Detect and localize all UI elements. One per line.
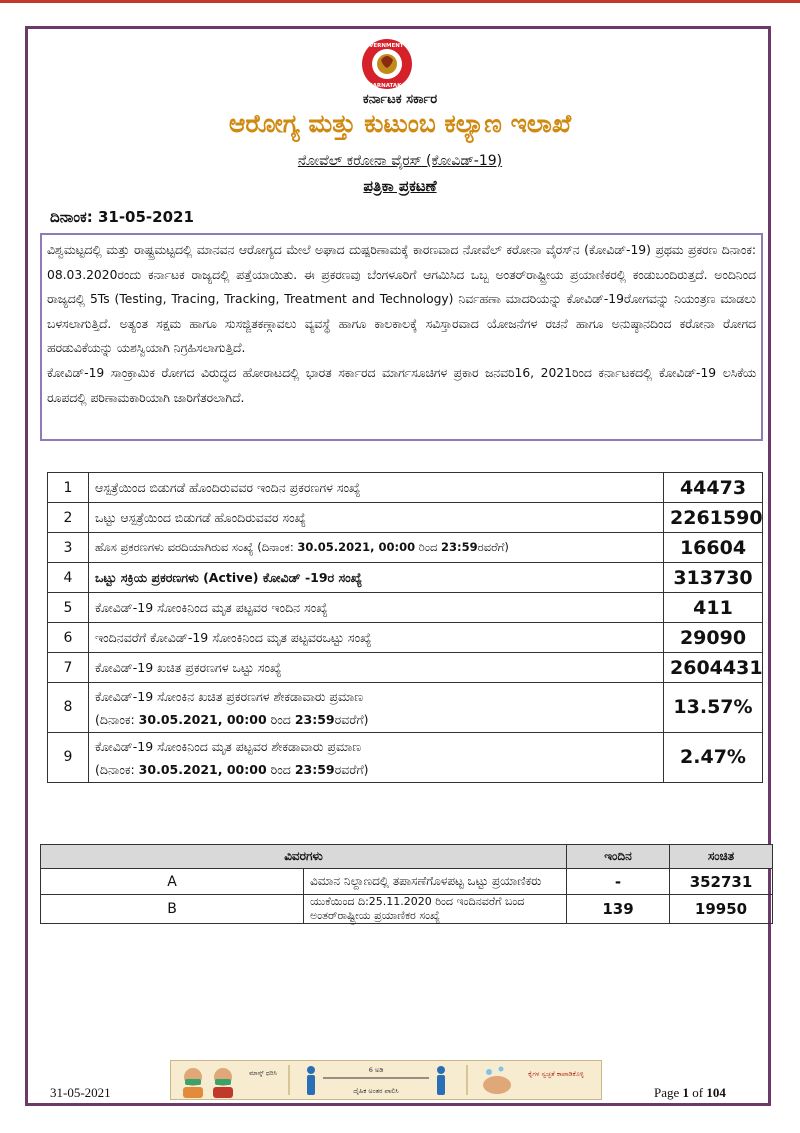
row-label: ಕೋವಿಡ್-19 ಸೋಂಕಿನಿಂದ ಮೃತ ಪಟ್ಟವರ ಇಂದಿನ ಸಂಖ್ಯೆ [89, 593, 664, 623]
footer-date: 31-05-2021 [50, 1085, 111, 1100]
table-row [48, 623, 763, 653]
row-value: 44473 [664, 473, 763, 503]
release-date: ದಿನಾಂಕ: 31-05-2021 [50, 208, 194, 226]
top-border-line [0, 0, 800, 3]
label-line-2 [95, 758, 657, 781]
table-row [41, 869, 773, 895]
row-label: ಒಟ್ಟು ಆಸ್ಪತ್ರೆಯಿಂದ ಬಿಡುಗಡೆ ಹೊಂದಿರುವವರ ಸಂಖ್ಯೆ [89, 503, 664, 533]
row-number: 6 [48, 623, 89, 653]
row-label: ಆಸ್ಪತ್ರೆಯಿಂದ ಬಿಡುಗಡೆ ಹೊಂದಿರುವವರ ಇಂದಿನ ಪ್ರಕರಣಗಳ ಸಂಖ್ಯೆ [89, 473, 664, 503]
table-row [41, 895, 773, 924]
row-letter: A [41, 869, 304, 895]
row-value: 411 [664, 593, 763, 623]
table-row [48, 563, 763, 593]
row-label [89, 683, 664, 733]
row-value: 29090 [664, 623, 763, 653]
hand-wash-icon [483, 1067, 511, 1095]
row-desc: ವಿಮಾನ ನಿಲ್ದಾಣದಲ್ಲಿ ತಪಾಸಣೆಗೊಳಪಟ್ಟ ಒಟ್ಟು ಪ್ರಯಾಣಿಕರು [304, 869, 567, 895]
header-details: ವಿವರಗಳು [41, 845, 567, 869]
page-number: 1 [682, 1085, 690, 1100]
row-desc: ಯುಕೆಯಿಂದ ದಿ:25.11.2020 ರಿಂದ ಇಂದಿನವರೆಗೆ ಬಂದ ಅಂತರ್‌ರಾಷ್ಟ್ರೀಯ ಪ್ರಯಾಣಿಕರ ಸಂಖ್ಯೆ [304, 895, 567, 924]
government-label: ಕರ್ನಾಟಕ ಸರ್ಕಾರ [362, 92, 438, 107]
person-left-icon [307, 1066, 315, 1095]
row-total: 352731 [670, 869, 773, 895]
label-part: ರವರೆಗೆ) [477, 540, 509, 554]
page-word: Page [654, 1085, 680, 1100]
row-number: 8 [48, 683, 89, 733]
label-part: (ದಿನಾಂಕ: [95, 761, 139, 777]
intro-paragraph-1: ವಿಶ್ವಮಟ್ಟದಲ್ಲಿ ಮತ್ತು ರಾಷ್ಟ್ರಮಟ್ಟದಲ್ಲಿ ಮಾನವನ ಆರೋಗ್ಯದ ಮೇಲೆ ಅಘಾದ ದುಷ್ಪರಿಣಾಮಕ್ಕೆ ಕಾರಣವಾದ ನೋವೆಲ್ ಕರೋನಾ ವೈರಸ್‌ನ (ಕೋವಿಡ್-19) ಪ್ರಥಮ ಪ್ರಕರಣ ದಿನಾಂಕ: 08.03.2020ರಂದು ಕರ್ನಾಟಕ ರಾಜ್ಯದಲ್ಲಿ ಪತ್ತೆಯಾಯಿತು. ಈ ಪ್ರಕರಣವು ಬೆಂಗಳೂರಿಗೆ ಆಗಮಿಸಿದ ಒಬ್ಬ ಅಂತರ್‌ರಾಷ್ಟ್ರೀಯ ಪ್ರಯಾಣಿಕರಲ್ಲಿ ಕಂಡುಬಂದಿರುತ್ತದೆ. ಅಂದಿನಿಂದ ರಾಜ್ಯದಲ್ಲಿ 5Ts (Testing, Tracing, Tracking, Treatment and Technology) ನಿರ್ವಹಣಾ ಮಾದರಿಯನ್ನು ಕೋವಿಡ್-19ರೋಗವನ್ನು ನಿಯಂತ್ರಣ ಮಾಡಲು ಬಳಸಲಾಗುತ್ತಿದೆ. ಅತ್ಯಂತ ಸಕ್ಷಮ ಹಾಗೂ ಸುಸಜ್ಜಿತಕಣ್ಗಾವಲು ವ್ಯವಸ್ಥೆ ಹಾಗೂ ಕಾಲಕಾಲಕ್ಕೆ ಸವಿಸ್ತಾರವಾದ ಯೋಜನೆಗಳ ರಚನೆ ಹಾಗೂ ಅನುಷ್ಠಾನದಿಂದ ಕರೋನಾ ರೋಗದ ಹರಡುವಿಕೆಯನ್ನು ಯಶಸ್ವಿಯಾಗಿ ನಿಗ್ರಹಿಸಲಾಗುತ್ತಿದೆ. [47, 243, 756, 356]
label-date: 30.05.2021, 00:00 [138, 711, 267, 727]
mask-label: ಮಾಸ್ಕ್ ಧರಿಸಿ [249, 1069, 277, 1077]
travel-table [40, 844, 773, 924]
travel-header-row [41, 845, 773, 869]
table-row [48, 473, 763, 503]
label-part: ಹೊಸ ಪ್ರಕರಣಗಳು ವರದಿಯಾಗಿರುವ ಸಂಖ್ಯೆ (ದಿನಾಂಕ: [95, 540, 298, 554]
table-row [48, 593, 763, 623]
intro-paragraph-2: ಕೋವಿಡ್-19 ಸಾಂಕ್ರಾಮಿಕ ರೋಗದ ವಿರುದ್ಧದ ಹೋರಾಟದಲ್ಲಿ ಭಾರತ ಸರ್ಕಾರದ ಮಾರ್ಗಸೂಚಿಗಳ ಪ್ರಕಾರ ಜನವರಿ16, 2021ರಿಂದ ಕರ್ನಾಟಕದಲ್ಲಿ ಕೋವಿಡ್-19 ಲಸಿಕೆಯ ರೂಪದಲ್ಲಿ ಪರಿಣಾಮಕಾರಿಯಾಗಿ ಜಾರಿಗೆತರಲಾಗಿದೆ. [47, 365, 756, 405]
row-label [89, 733, 664, 783]
row-letter: B [41, 895, 304, 924]
row-number: 2 [48, 503, 89, 533]
subtitle [0, 153, 800, 169]
row-value: 2604431 [664, 653, 763, 683]
emblem-text-bottom: KARNATAKA [368, 83, 406, 89]
row-label: ಕೋವಿಡ್-19 ಖಚಿತ ಪ್ರಕರಣಗಳ ಒಟ್ಟು ಸಂಖ್ಯೆ [89, 653, 664, 683]
label-part: ರಿಂದ [415, 540, 442, 554]
row-number: 3 [48, 533, 89, 563]
header-today: ಇಂದಿನ [567, 845, 670, 869]
label-part: ರವರೆಗೆ) [334, 761, 369, 777]
label-time: 23:59 [294, 761, 335, 777]
subtitle-text: ನೋವೆಲ್ ಕರೋನಾ ವೈರಸ್ (ಕೋವಿಡ್-19) [297, 153, 503, 169]
row-label [89, 533, 664, 563]
row-number: 7 [48, 653, 89, 683]
row-value: 16604 [664, 533, 763, 563]
row-number: 1 [48, 473, 89, 503]
row-value: 13.57% [664, 683, 763, 733]
row-value: 2261590 [664, 503, 763, 533]
label-part: ರವರೆಗೆ) [334, 711, 369, 727]
department-title: ಆರೋಗ್ಯ ಮತ್ತು ಕುಟುಂಬ ಕಲ್ಯಾಣ ಇಲಾಖೆ [228, 109, 572, 138]
safety-banner [170, 1060, 602, 1100]
row-today: - [567, 869, 670, 895]
label-line-1: ಕೋವಿಡ್-19 ಸೋಂಕಿನಿಂದ ಮೃತ ಪಟ್ಟವರ ಶೇಕಡಾವಾರು ಪ್ರಮಾಣ [95, 738, 362, 754]
label-line-2 [95, 708, 657, 731]
covid-stats-table [47, 472, 763, 783]
label-part: ರಿಂದ [266, 761, 295, 777]
person-right-icon [437, 1066, 445, 1095]
table-row [48, 533, 763, 563]
header-cumulative: ಸಂಚಿತ [670, 845, 773, 869]
distance-top-label: 6 ಅಡಿ [368, 1066, 384, 1074]
karnataka-emblem-icon [344, 36, 430, 92]
safety-banner-graphic [171, 1061, 601, 1099]
row-label: ಇಂದಿನವರೆಗೆ ಕೋವಿಡ್-19 ಸೋಂಕಿನಿಂದ ಮೃತ ಪಟ್ಟವರಒಟ್ಟು ಸಂಖ್ಯೆ [89, 623, 664, 653]
row-number: 9 [48, 733, 89, 783]
row-number: 5 [48, 593, 89, 623]
row-today: 139 [567, 895, 670, 924]
label-date: 30.05.2021, 00:00 [297, 540, 416, 554]
label-date: 30.05.2021, 00:00 [138, 761, 267, 777]
press-release-text: ಪತ್ರಿಕಾ ಪ್ರಕಟಣೆ [363, 177, 437, 195]
page-total: 104 [706, 1085, 726, 1100]
page-indicator [654, 1085, 726, 1101]
table-row [48, 653, 763, 683]
distance-label: ದೈಹಿಕ ಅಂತರ ಪಾಲಿಸಿ [353, 1087, 399, 1095]
row-label: ಒಟ್ಟು ಸಕ್ರಿಯ ಪ್ರಕರಣಗಳು (Active) ಕೋವಿಡ್ -19ರ ಸಂಖ್ಯೆ [89, 563, 664, 593]
label-part: (ದಿನಾಂಕ: [95, 711, 139, 727]
label-time: 23:59 [441, 540, 478, 554]
mask-people-icon [183, 1068, 233, 1098]
of-word: of [692, 1085, 704, 1100]
label-part: ರಿಂದ [266, 711, 295, 727]
row-number: 4 [48, 563, 89, 593]
label-line-1: ಕೋವಿಡ್-19 ಸೋಂಕಿನ ಖಚಿತ ಪ್ರಕರಣಗಳ ಶೇಕಡಾವಾರು ಪ್ರಮಾಣ [95, 688, 364, 704]
table-row [48, 503, 763, 533]
hands-label: ಕೈಗಳ ಸ್ವಚ್ಛತೆ ಕಾಪಾಡಿಕೊಳ್ಳಿ [528, 1070, 584, 1078]
row-value: 2.47% [664, 733, 763, 783]
row-value: 313730 [664, 563, 763, 593]
row-total: 19950 [670, 895, 773, 924]
label-time: 23:59 [294, 711, 335, 727]
intro-box [40, 233, 763, 441]
table-row [48, 733, 763, 783]
press-release-title [0, 177, 800, 195]
table-row [48, 683, 763, 733]
emblem-text-top: GOVERNMENT OF [360, 43, 414, 49]
